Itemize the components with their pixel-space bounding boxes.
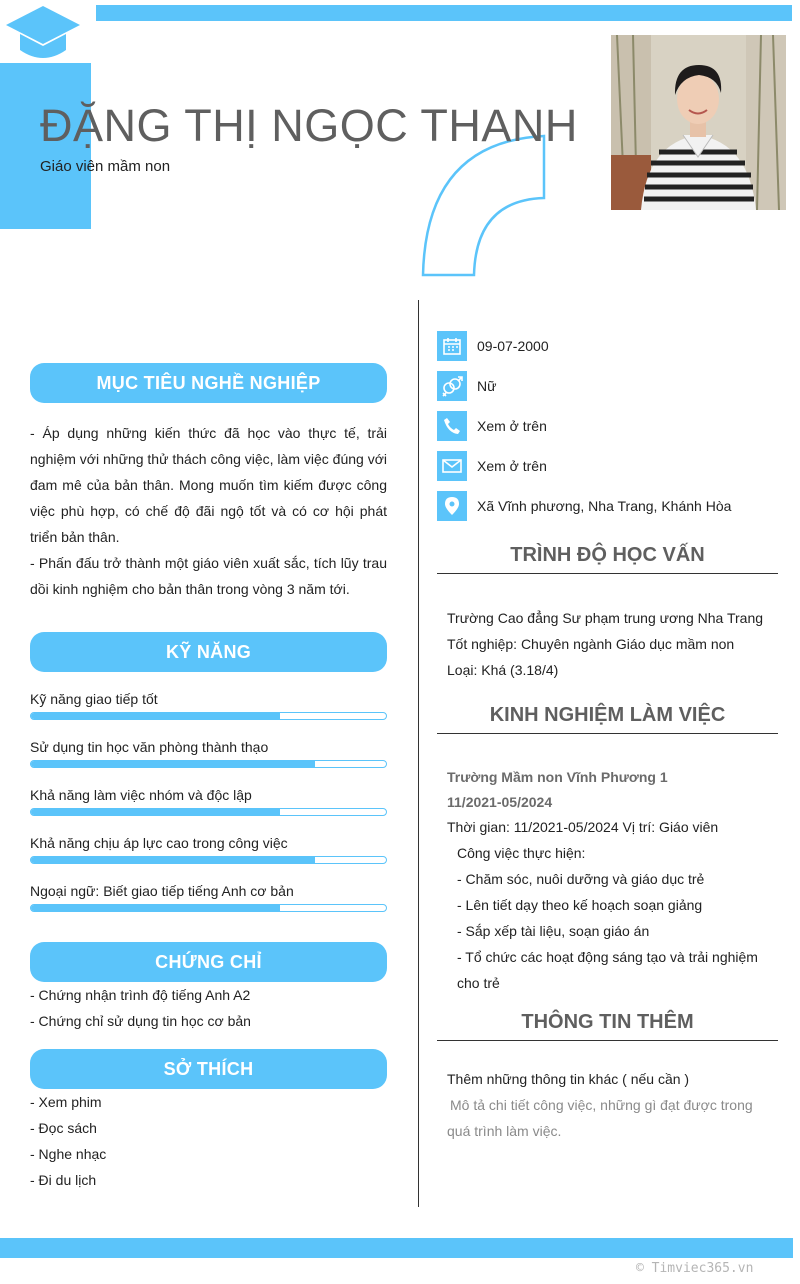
experience-block: [447, 765, 777, 996]
candidate-name: ĐẶNG THỊ NGỌC THANH: [40, 100, 578, 151]
skill-progress-fill: [31, 857, 315, 863]
birthday-text: 09-07-2000: [477, 338, 549, 354]
skill-progress-bar: [30, 760, 387, 768]
contact-birthday: [437, 330, 549, 362]
duties-header: Công việc thực hiện:: [457, 845, 586, 861]
list-item: - Chứng nhận trình độ tiếng Anh A2: [30, 987, 251, 1003]
certificates-heading: CHỨNG CHỈ: [30, 942, 387, 982]
skill-item: [30, 882, 387, 912]
skill-label: Khả năng làm việc nhóm và độc lập: [30, 787, 252, 803]
skill-progress-fill: [31, 713, 280, 719]
address-text: Xã Vĩnh phương, Nha Trang, Khánh Hòa: [477, 498, 732, 514]
extra-line-1: Thêm những thông tin khác ( nếu cần ): [447, 1071, 690, 1087]
skill-progress-fill: [31, 809, 280, 815]
email-icon: [437, 451, 467, 481]
skill-label: Ngoại ngữ: Biết giao tiếp tiếng Anh cơ bản: [30, 883, 294, 899]
experience-heading: KINH NGHIỆM LÀM VIỆC: [489, 704, 726, 726]
profile-photo: [611, 35, 786, 210]
location-icon: [437, 491, 467, 521]
skill-progress-bar: [30, 712, 387, 720]
duty-item: - Lên tiết dạy theo kế hoạch soạn giảng: [457, 897, 703, 913]
skill-item: [30, 738, 387, 768]
objective-line-2: - Phấn đấu trở thành một giáo viên xuất sắc, tích lũy trau dồi kinh nghiệm cho bản thân trong vòng 3 năm tới.: [30, 555, 387, 597]
copyright-text: © Timviec365.vn: [636, 1261, 754, 1276]
skill-label: Khả năng chịu áp lực cao trong công việc: [30, 835, 288, 851]
decorative-arc: [418, 132, 552, 278]
calendar-icon: [437, 331, 467, 361]
skill-item: [30, 786, 387, 816]
gender-text: Nữ: [477, 378, 497, 394]
list-item: - Đi du lịch: [30, 1172, 97, 1188]
skill-progress-bar: [30, 808, 387, 816]
list-item: - Chứng chỉ sử dụng tin học cơ bản: [30, 1013, 251, 1029]
hobbies-list: [30, 1089, 106, 1193]
section-divider: [437, 1040, 778, 1041]
phone-text: Xem ở trên: [477, 418, 547, 434]
duties: [447, 840, 777, 996]
contact-address: [437, 490, 731, 522]
email-text: Xem ở trên: [477, 458, 547, 474]
column-divider: [418, 300, 419, 1207]
list-item: - Xem phim: [30, 1094, 102, 1110]
skill-label: Kỹ năng giao tiếp tốt: [30, 691, 158, 707]
skill-item: [30, 834, 387, 864]
bottom-decor-bar: [0, 1238, 793, 1258]
education-block: [447, 605, 777, 683]
skill-progress-fill: [31, 761, 315, 767]
certificates-list: [30, 982, 251, 1034]
graduation-cap-icon: [4, 4, 82, 62]
skill-progress-bar: [30, 904, 387, 912]
duty-item: - Sắp xếp tài liệu, soạn giáo án: [457, 923, 650, 939]
skills-heading: KỸ NĂNG: [30, 632, 387, 672]
list-item: - Đọc sách: [30, 1120, 97, 1136]
job-title: Giáo viên mầm non: [40, 158, 171, 175]
objective-line-1: - Áp dụng những kiến thức đã học vào thực tế, trải nghiệm với những thử thách công việc, làm việc đúng với đam mê của bản thân. Mong muốn tìm kiếm được công việc phù hợp, có chế độ đãi ngộ tốt và có cơ hội phát triển bản thân.: [30, 425, 387, 545]
duty-item: - Chăm sóc, nuôi dưỡng và giáo dục trẻ: [457, 871, 705, 887]
duty-item: - Tổ chức các hoạt động sáng tạo và trải nghiệm cho trẻ: [457, 949, 758, 991]
gender-icon: [437, 371, 467, 401]
phone-icon: [437, 411, 467, 441]
company-name: Trường Mầm non Vĩnh Phương 1: [447, 769, 668, 785]
skill-label: Sử dụng tin học văn phòng thành thạo: [30, 739, 269, 755]
education-heading: TRÌNH ĐỘ HỌC VẤN: [510, 544, 705, 566]
time-position: Thời gian: 11/2021-05/2024 Vị trí: Giáo viên: [447, 819, 719, 835]
contact-phone: [437, 410, 547, 442]
skill-progress-fill: [31, 905, 280, 911]
school-name: Trường Cao đẳng Sư phạm trung ương Nha Trang: [447, 610, 764, 626]
hobbies-heading: SỞ THÍCH: [30, 1049, 387, 1089]
list-item: - Nghe nhạc: [30, 1146, 107, 1162]
skill-item: [30, 690, 387, 720]
contact-gender: [437, 370, 496, 402]
education-grade: Loại: Khá (3.18/4): [447, 662, 559, 678]
section-divider: [437, 733, 778, 734]
objective-text: [30, 420, 387, 602]
objective-heading: MỤC TIÊU NGHỀ NGHIỆP: [30, 363, 387, 403]
extra-line-2: Mô tả chi tiết công việc, những gì đạt được trong quá trình làm việc.: [447, 1097, 753, 1139]
section-divider: [437, 573, 778, 574]
top-decor-bar: [96, 5, 792, 21]
skill-progress-bar: [30, 856, 387, 864]
extra-heading: THÔNG TIN THÊM: [521, 1011, 694, 1033]
experience-period: 11/2021-05/2024: [447, 794, 553, 810]
extra-block: [447, 1066, 777, 1144]
contact-email: [437, 450, 547, 482]
education-major: Tốt nghiệp: Chuyên ngành Giáo dục mầm non: [447, 636, 735, 652]
